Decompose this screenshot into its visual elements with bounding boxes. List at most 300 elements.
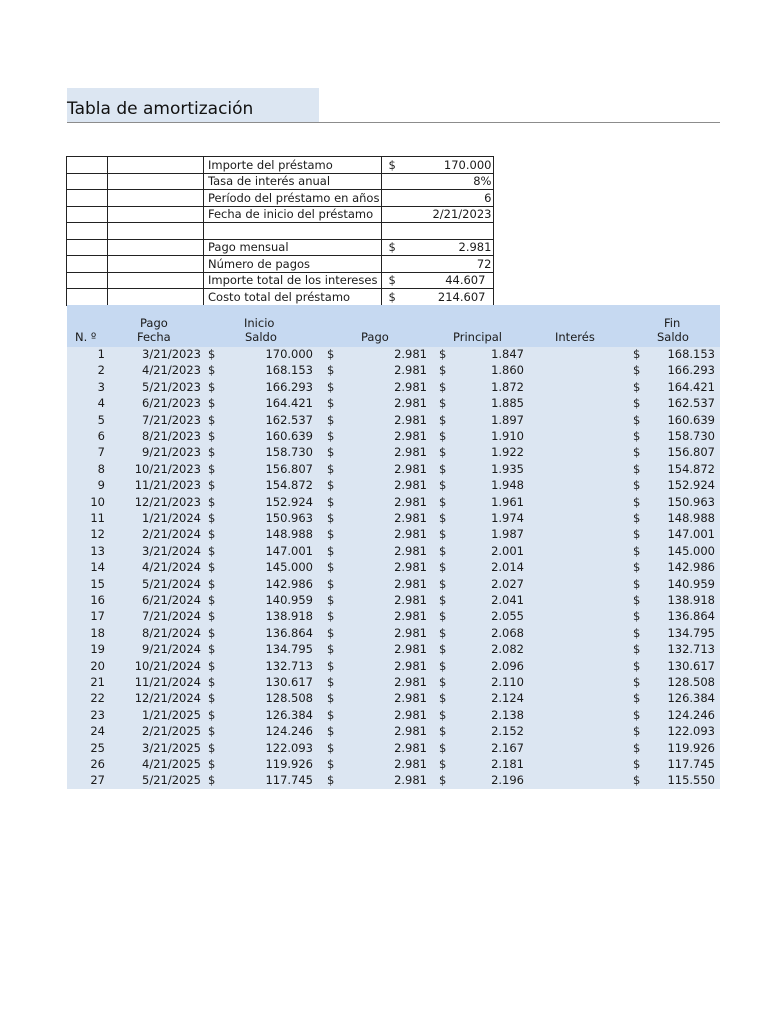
- row-principal: 1.872: [491, 379, 524, 394]
- row-end-balance: 145.000: [667, 543, 715, 558]
- row-number: 6: [97, 429, 105, 443]
- row-principal: 1.961: [491, 494, 524, 509]
- row-currency: $: [633, 347, 641, 361]
- row-start-balance: 119.926: [265, 757, 313, 771]
- row-principal: 2.041: [491, 593, 524, 607]
- row-number: 1: [97, 347, 105, 361]
- row-start-balance: 168.153: [265, 363, 313, 378]
- row-end-balance: 122.093: [667, 724, 715, 739]
- loan-amount-currency: $: [388, 157, 396, 172]
- row-date: 5/21/2024: [142, 576, 201, 591]
- row-currency: $: [633, 773, 641, 788]
- row-principal: 1.910: [491, 429, 524, 443]
- table-row[interactable]: [67, 756, 720, 773]
- row-currency: $: [439, 773, 447, 788]
- total-interest-cell[interactable]: [382, 272, 494, 289]
- table-row[interactable]: [67, 674, 720, 691]
- row-end-balance: 148.988: [667, 511, 715, 525]
- row-currency: $: [633, 740, 641, 755]
- monthly-payment-cell[interactable]: [382, 239, 494, 256]
- row-end-balance: 147.001: [667, 527, 715, 542]
- row-currency: $: [439, 445, 447, 460]
- row-currency: $: [208, 527, 216, 542]
- row-payment: 2.981: [394, 396, 427, 411]
- row-date: 3/21/2024: [142, 543, 201, 558]
- row-date: 1/21/2025: [142, 707, 201, 722]
- row-currency: $: [327, 707, 335, 722]
- row-currency: $: [633, 379, 641, 394]
- row-currency: $: [633, 707, 641, 722]
- row-payment: 2.981: [394, 658, 427, 673]
- row-currency: $: [439, 527, 447, 542]
- row-principal: 1.885: [491, 396, 524, 411]
- row-currency: $: [439, 396, 447, 411]
- empty-cell[interactable]: [67, 223, 108, 240]
- row-number: 23: [90, 707, 105, 722]
- row-principal: 1.948: [491, 478, 524, 493]
- row-end-balance: 136.864: [667, 609, 715, 624]
- row-currency: $: [439, 412, 447, 427]
- row-currency: $: [327, 511, 335, 525]
- row-payment: 2.981: [394, 724, 427, 739]
- row-number: 16: [90, 593, 105, 607]
- table-row[interactable]: [67, 625, 720, 642]
- row-start-balance: 152.924: [265, 494, 313, 509]
- row-payment: 2.981: [394, 625, 427, 640]
- row-principal: 1.974: [491, 511, 524, 525]
- row-start-balance: 166.293: [265, 379, 313, 394]
- row-currency: $: [208, 609, 216, 624]
- row-currency: $: [327, 347, 335, 361]
- row-end-balance: 130.617: [667, 658, 715, 673]
- row-principal: 2.014: [491, 560, 524, 575]
- row-currency: $: [633, 478, 641, 493]
- row-currency: $: [439, 363, 447, 378]
- table-row[interactable]: [67, 690, 720, 707]
- num-payments-value: 72: [476, 256, 492, 271]
- row-date: 2/21/2025: [142, 724, 201, 739]
- loan-amount-label: Importe del préstamo: [204, 157, 382, 174]
- row-end-balance: 150.963: [667, 494, 715, 509]
- rate-label: Tasa de interés anual: [204, 173, 382, 190]
- row-currency: $: [327, 773, 335, 788]
- row-currency: $: [439, 609, 447, 624]
- header-date-bottom: Fecha: [137, 330, 171, 344]
- row-currency: $: [208, 625, 216, 640]
- row-date: 7/21/2024: [142, 609, 201, 624]
- row-date: 11/21/2024: [134, 675, 201, 689]
- row-currency: $: [327, 560, 335, 575]
- total-interest-value: 44.607: [445, 273, 486, 288]
- table-header: [67, 305, 720, 347]
- row-end-balance: 166.293: [667, 363, 715, 378]
- row-start-balance: 145.000: [265, 560, 313, 575]
- row-currency: $: [439, 576, 447, 591]
- row-currency: $: [633, 576, 641, 591]
- row-payment: 2.981: [394, 560, 427, 575]
- row-currency: $: [327, 445, 335, 460]
- num-payments-cell[interactable]: [382, 256, 494, 273]
- row-currency: $: [208, 740, 216, 755]
- row-start-balance: 158.730: [265, 445, 313, 460]
- row-principal: 1.935: [491, 461, 524, 476]
- table-row[interactable]: [67, 641, 720, 658]
- row-principal: 2.055: [491, 609, 524, 624]
- row-currency: $: [327, 740, 335, 755]
- summary-row-total-interest: [67, 272, 494, 289]
- row-payment: 2.981: [394, 412, 427, 427]
- row-principal: 2.082: [491, 642, 524, 657]
- summary-row-loan-amount: [67, 157, 494, 174]
- row-currency: $: [439, 658, 447, 673]
- row-start-balance: 148.988: [265, 527, 313, 542]
- row-principal: 1.860: [491, 363, 524, 378]
- row-currency: $: [327, 642, 335, 657]
- table-row[interactable]: [67, 395, 720, 412]
- table-row[interactable]: [67, 559, 720, 576]
- period-label: Período del préstamo en años: [204, 190, 382, 207]
- row-currency: $: [439, 593, 447, 607]
- row-principal: 1.922: [491, 445, 524, 460]
- row-currency: $: [439, 429, 447, 443]
- total-cost-cell[interactable]: [382, 289, 494, 306]
- start-date-label: Fecha de inicio del préstamo: [204, 206, 382, 223]
- start-date-value: 2/21/2023: [432, 207, 492, 222]
- loan-summary-table: [66, 156, 494, 306]
- row-start-balance: 138.918: [265, 609, 313, 624]
- row-currency: $: [633, 461, 641, 476]
- row-currency: $: [439, 757, 447, 771]
- row-principal: 2.027: [491, 576, 524, 591]
- row-payment: 2.981: [394, 642, 427, 657]
- header-start-bottom: Saldo: [245, 330, 277, 344]
- row-currency: $: [327, 625, 335, 640]
- row-number: 26: [90, 757, 105, 771]
- row-start-balance: 134.795: [265, 642, 313, 657]
- row-number: 11: [90, 511, 105, 525]
- total-cost-label: Costo total del préstamo: [204, 289, 382, 306]
- row-currency: $: [327, 396, 335, 411]
- row-currency: $: [208, 658, 216, 673]
- row-currency: $: [439, 494, 447, 509]
- row-date: 12/21/2024: [134, 691, 201, 706]
- row-end-balance: 142.986: [667, 560, 715, 575]
- header-principal: Principal: [453, 330, 503, 344]
- table-row[interactable]: [67, 379, 720, 396]
- row-date: 4/21/2024: [142, 560, 201, 575]
- row-principal: 2.167: [491, 740, 524, 755]
- table-row[interactable]: [67, 362, 720, 379]
- total-cost-currency: $: [388, 289, 396, 304]
- period-cell[interactable]: [382, 190, 494, 207]
- row-payment: 2.981: [394, 445, 427, 460]
- row-date: 4/21/2023: [142, 363, 201, 378]
- row-number: 24: [90, 724, 105, 739]
- row-start-balance: 160.639: [265, 429, 313, 443]
- row-payment: 2.981: [394, 363, 427, 378]
- row-currency: $: [633, 511, 641, 525]
- row-date: 3/21/2025: [142, 740, 201, 755]
- table-row[interactable]: [67, 543, 720, 560]
- row-currency: $: [439, 478, 447, 493]
- table-row[interactable]: [67, 526, 720, 543]
- row-currency: $: [633, 363, 641, 378]
- row-currency: $: [633, 543, 641, 558]
- row-payment: 2.981: [394, 429, 427, 443]
- row-date: 2/21/2024: [142, 527, 201, 542]
- empty-cell[interactable]: [204, 223, 382, 240]
- total-interest-label: Importe total de los intereses: [204, 272, 382, 289]
- summary-row-period: [67, 190, 494, 207]
- row-principal: 1.897: [491, 412, 524, 427]
- row-date: 11/21/2023: [134, 478, 201, 493]
- row-currency: $: [633, 396, 641, 411]
- row-end-balance: 115.550: [667, 773, 715, 788]
- header-date-top: Pago: [140, 316, 168, 330]
- row-start-balance: 154.872: [265, 478, 313, 493]
- row-start-balance: 162.537: [265, 412, 313, 427]
- row-end-balance: 162.537: [667, 396, 715, 411]
- table-row[interactable]: [67, 772, 720, 789]
- row-principal: 2.138: [491, 707, 524, 722]
- row-end-balance: 160.639: [667, 412, 715, 427]
- row-end-balance: 126.384: [667, 691, 715, 706]
- row-currency: $: [633, 625, 641, 640]
- row-number: 18: [90, 625, 105, 640]
- row-principal: 2.068: [491, 625, 524, 640]
- row-end-balance: 140.959: [667, 576, 715, 591]
- row-date: 9/21/2024: [142, 642, 201, 657]
- row-currency: $: [439, 543, 447, 558]
- row-start-balance: 117.745: [265, 773, 313, 788]
- row-principal: 2.152: [491, 724, 524, 739]
- row-principal: 2.096: [491, 658, 524, 673]
- start-date-cell[interactable]: [382, 206, 494, 223]
- header-end-top: Fin: [664, 316, 681, 330]
- row-principal: 2.181: [491, 757, 524, 771]
- row-payment: 2.981: [394, 675, 427, 689]
- row-currency: $: [439, 724, 447, 739]
- row-start-balance: 126.384: [265, 707, 313, 722]
- row-start-balance: 164.421: [265, 396, 313, 411]
- row-currency: $: [633, 642, 641, 657]
- row-end-balance: 158.730: [667, 429, 715, 443]
- row-start-balance: 147.001: [265, 543, 313, 558]
- row-number: 10: [90, 494, 105, 509]
- row-currency: $: [208, 724, 216, 739]
- row-number: 27: [90, 773, 105, 788]
- row-payment: 2.981: [394, 478, 427, 493]
- rate-value: 8%: [473, 174, 492, 189]
- row-currency: $: [439, 560, 447, 575]
- empty-cell[interactable]: [108, 223, 204, 240]
- row-payment: 2.981: [394, 691, 427, 706]
- table-row[interactable]: [67, 444, 720, 461]
- row-date: 8/21/2024: [142, 625, 201, 640]
- table-row[interactable]: [67, 576, 720, 593]
- row-payment: 2.981: [394, 347, 427, 361]
- row-end-balance: 168.153: [667, 347, 715, 361]
- row-payment: 2.981: [394, 511, 427, 525]
- row-start-balance: 156.807: [265, 461, 313, 476]
- row-number: 2: [97, 363, 105, 378]
- row-currency: $: [208, 478, 216, 493]
- row-currency: $: [633, 429, 641, 443]
- row-start-balance: 140.959: [265, 593, 313, 607]
- row-currency: $: [208, 363, 216, 378]
- row-currency: $: [633, 593, 641, 607]
- row-end-balance: 156.807: [667, 445, 715, 460]
- row-currency: $: [439, 347, 447, 361]
- empty-cell[interactable]: [382, 223, 494, 240]
- row-payment: 2.981: [394, 494, 427, 509]
- row-currency: $: [327, 609, 335, 624]
- table-row[interactable]: [67, 461, 720, 478]
- row-currency: $: [439, 691, 447, 706]
- row-currency: $: [327, 658, 335, 673]
- row-principal: 2.001: [491, 543, 524, 558]
- row-currency: $: [327, 527, 335, 542]
- row-currency: $: [208, 576, 216, 591]
- monthly-payment-value: 2.981: [458, 240, 492, 255]
- row-principal: 1.987: [491, 527, 524, 542]
- table-row[interactable]: [67, 346, 720, 363]
- summary-row-monthly: [67, 239, 494, 256]
- row-currency: $: [208, 461, 216, 476]
- row-date: 10/21/2023: [134, 461, 201, 476]
- monthly-payment-label: Pago mensual: [204, 239, 382, 256]
- row-payment: 2.981: [394, 593, 427, 607]
- row-currency: $: [439, 379, 447, 394]
- row-currency: $: [633, 412, 641, 427]
- row-currency: $: [208, 707, 216, 722]
- table-row[interactable]: [67, 494, 720, 511]
- row-currency: $: [439, 511, 447, 525]
- row-currency: $: [327, 363, 335, 378]
- table-row[interactable]: [67, 592, 720, 609]
- row-end-balance: 152.924: [667, 478, 715, 493]
- table-row[interactable]: [67, 412, 720, 429]
- table-row[interactable]: [67, 707, 720, 724]
- table-row[interactable]: [67, 608, 720, 625]
- table-row[interactable]: [67, 477, 720, 494]
- header-payment: Pago: [361, 330, 389, 344]
- row-currency: $: [208, 511, 216, 525]
- row-currency: $: [439, 625, 447, 640]
- row-date: 3/21/2023: [142, 347, 201, 361]
- total-cost-value: 214.607: [437, 289, 486, 304]
- row-principal: 1.847: [491, 347, 524, 361]
- row-number: 15: [90, 576, 105, 591]
- row-date: 6/21/2024: [142, 593, 201, 607]
- row-principal: 2.124: [491, 691, 524, 706]
- row-number: 22: [90, 691, 105, 706]
- row-currency: $: [633, 658, 641, 673]
- row-currency: $: [439, 642, 447, 657]
- row-currency: $: [327, 379, 335, 394]
- row-start-balance: 170.000: [265, 347, 313, 361]
- row-end-balance: 132.713: [667, 642, 715, 657]
- row-currency: $: [327, 691, 335, 706]
- row-end-balance: 124.246: [667, 707, 715, 722]
- row-number: 14: [90, 560, 105, 575]
- row-start-balance: 132.713: [265, 658, 313, 673]
- row-currency: $: [208, 412, 216, 427]
- page-title: Tabla de amortización: [67, 99, 254, 119]
- row-number: 20: [90, 658, 105, 673]
- summary-row-start-date: [67, 206, 494, 223]
- row-payment: 2.981: [394, 461, 427, 476]
- row-payment: 2.981: [394, 757, 427, 771]
- row-number: 17: [90, 609, 105, 624]
- row-currency: $: [439, 461, 447, 476]
- row-currency: $: [327, 478, 335, 493]
- row-start-balance: 142.986: [265, 576, 313, 591]
- num-payments-label: Número de pagos: [204, 256, 382, 273]
- row-currency: $: [633, 675, 641, 689]
- row-currency: $: [208, 379, 216, 394]
- row-currency: $: [208, 347, 216, 361]
- table-row[interactable]: [67, 723, 720, 740]
- table-row[interactable]: [67, 658, 720, 675]
- rate-cell[interactable]: [382, 173, 494, 190]
- row-end-balance: 138.918: [667, 593, 715, 607]
- amortization-table: [67, 305, 720, 789]
- row-currency: $: [208, 593, 216, 607]
- row-currency: $: [208, 429, 216, 443]
- row-currency: $: [208, 494, 216, 509]
- row-currency: $: [327, 412, 335, 427]
- row-currency: $: [327, 675, 335, 689]
- row-number: 3: [97, 379, 105, 394]
- row-currency: $: [327, 724, 335, 739]
- row-number: 19: [90, 642, 105, 657]
- row-currency: $: [327, 494, 335, 509]
- row-currency: $: [208, 675, 216, 689]
- table-row[interactable]: [67, 510, 720, 527]
- row-end-balance: 117.745: [667, 757, 715, 771]
- row-date: 4/21/2025: [142, 757, 201, 771]
- row-date: 5/21/2025: [142, 773, 201, 788]
- row-end-balance: 128.508: [667, 675, 715, 689]
- row-number: 12: [90, 527, 105, 542]
- row-currency: $: [208, 396, 216, 411]
- table-row[interactable]: [67, 740, 720, 757]
- row-start-balance: 130.617: [265, 675, 313, 689]
- header-end-bottom: Saldo: [657, 330, 689, 344]
- loan-amount-cell[interactable]: [382, 157, 494, 174]
- header-interest: Interés: [555, 330, 595, 344]
- summary-row-empty: [67, 223, 494, 240]
- row-date: 9/21/2023: [142, 445, 201, 460]
- table-row[interactable]: [67, 428, 720, 445]
- row-currency: $: [633, 560, 641, 575]
- row-date: 5/21/2023: [142, 379, 201, 394]
- row-end-balance: 119.926: [667, 740, 715, 755]
- row-currency: $: [633, 494, 641, 509]
- title-rule: [67, 122, 720, 123]
- row-date: 1/21/2024: [142, 511, 201, 525]
- row-date: 12/21/2023: [134, 494, 201, 509]
- row-currency: $: [327, 576, 335, 591]
- monthly-payment-currency: $: [388, 240, 396, 255]
- row-payment: 2.981: [394, 576, 427, 591]
- row-end-balance: 134.795: [667, 625, 715, 640]
- row-number: 13: [90, 543, 105, 558]
- row-payment: 2.981: [394, 609, 427, 624]
- row-currency: $: [327, 593, 335, 607]
- row-start-balance: 136.864: [265, 625, 313, 640]
